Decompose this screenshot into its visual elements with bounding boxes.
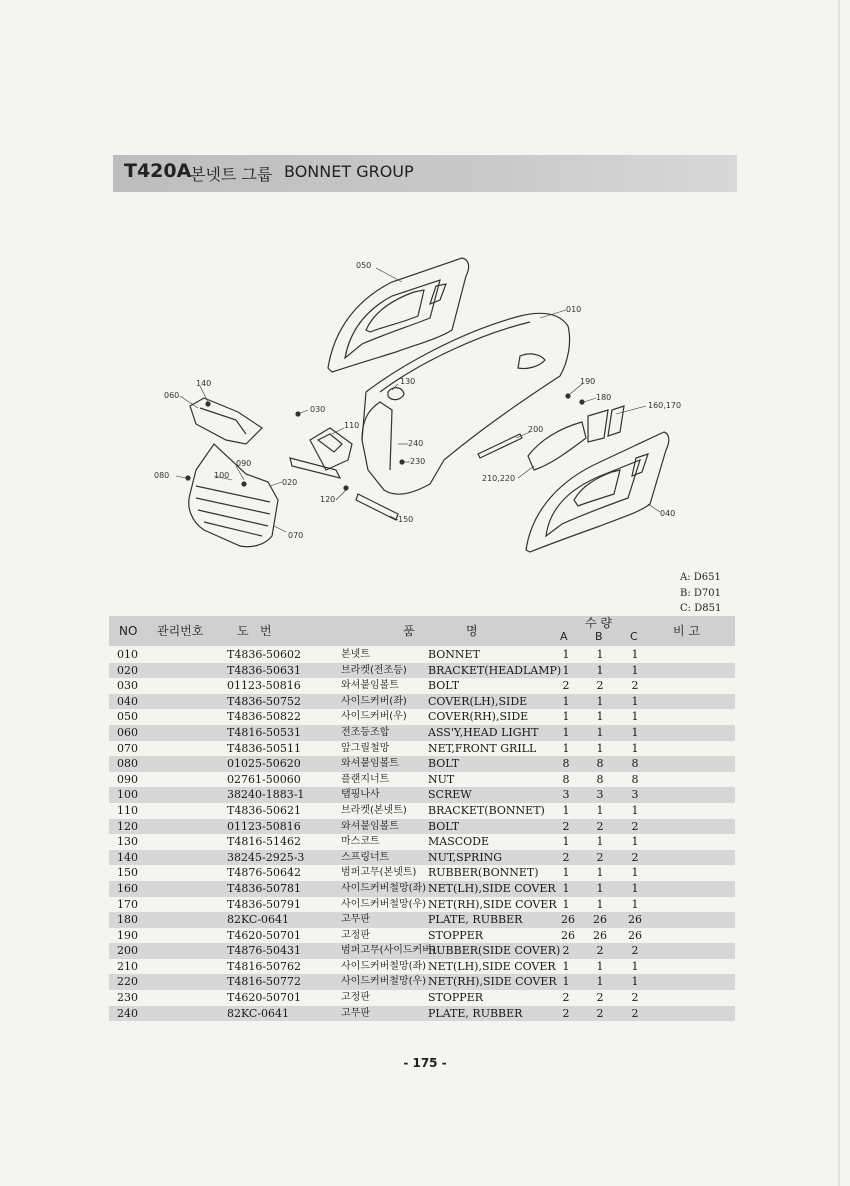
callout-020: 020 [282,478,298,487]
table-row: 020 T4836-50631 브라켓(전조등) BRACKET(HEADLAMP) 1 1 1 [109,663,735,679]
table-row: 040 T4836-50752 사이드커버(좌) COVER(LH),SIDE 1 1 1 [109,694,735,710]
front-grill-drawing [189,444,278,547]
callout-090: 090 [236,459,252,468]
headlight-drawing [190,398,262,444]
table-row: 070 T4836-50511 앞그릴철망 NET,FRONT GRILL 1 1 1 [117,741,639,755]
header-qty: 수 량 [585,616,612,630]
page-number: - 175 - [403,1056,447,1070]
callout-070: 070 [288,531,304,540]
table-row: 150 T4876-50642 범퍼고무(본넷트) RUBBER(BONNET) 1 1 1 [117,866,639,880]
header-name-left: 품 [403,624,415,638]
callout-120: 120 [320,495,336,504]
section-code: T420A [124,160,192,182]
table-row: 030 01123-50816 와셔붙임볼트 BOLT 2 2 2 [117,679,639,693]
section-title-korean: 본넷트 그룹 [190,165,273,184]
fasteners-drawing [186,394,584,490]
callout-060: 060 [164,391,180,400]
callout-100: 100 [214,471,230,480]
table-row: 190 T4620-50701 고정판 STOPPER 26 26 26 [117,928,642,942]
callout-150: 150 [398,515,414,524]
bonnet-drawing [362,313,570,494]
table-row: 110 T4836-50621 브라켓(본넷트) BRACKET(BONNET) 1 1 1 [117,803,639,817]
header-mgmt-no: 관리번호 [157,624,204,638]
table-row: 050 T4836-50822 사이드커버(우) COVER(RH),SIDE 1 1 1 [117,710,639,724]
side-rubber-drawing [478,434,522,458]
table-row: 210 T4816-50762 사이드커버철망(좌) NET(LH),SIDE COVER 1 1 1 [117,959,639,973]
callout-180: 180 [596,393,612,402]
callout-200: 200 [528,425,544,434]
callout-080: 080 [154,471,170,480]
table-row: 180 82KC-0641 고무판 PLATE, RUBBER 26 26 26 [109,912,735,928]
side-cover-lh-drawing [526,432,669,552]
model-legend [680,570,721,617]
header-drawing-no: 도 번 [237,624,272,638]
parts-table [109,647,735,1021]
table-row: 140 38245-2925-3 스프링너트 NUT,SPRING 2 2 2 [109,850,735,866]
table-row: 130 T4816-51462 마스코트 MASCODE 1 1 1 [117,835,639,849]
table-row: 060 T4816-50531 전조등조합 ASS'Y,HEAD LIGHT 1 1 1 [109,725,735,741]
table-row: 120 01123-50816 와셔붙임볼트 BOLT 2 2 2 [109,819,735,835]
bumper-rubber-drawing [356,494,398,520]
table-row: 200 T4876-50431 범퍼고무(사이드커버) RUBBER(SIDE COVER) 2 2 2 [109,943,735,959]
table-row: 240 82KC-0641 고무판 PLATE, RUBBER 2 2 2 [109,1006,735,1022]
table-row: 220 T4816-50772 사이드커버철망(우) NET(RH),SIDE COVER 1 1 1 [109,974,735,990]
model-c: C: D851 [680,603,722,614]
header-name-right: 명 [466,624,478,638]
callout-050: 050 [356,261,372,270]
table-row: 010 T4836-50602 본넷트 BONNET 1 1 1 [117,648,639,661]
side-cover-rh-drawing [328,258,469,372]
bonnet-bracket-drawing [310,428,352,470]
table-row: 090 02761-50060 플랜지너트 NUT 8 8 8 [117,772,639,786]
callout-160-170: 160,170 [648,401,682,410]
callout-240: 240 [408,439,424,448]
table-row: 160 T4836-50781 사이드커버철망(좌) NET(LH),SIDE COVER 1 1 1 [109,881,735,897]
callout-130: 130 [400,377,416,386]
model-b: B: D701 [680,587,722,599]
table-header [109,616,735,646]
table-row: 170 T4836-50791 사이드커버철망(우) NET(RH),SIDE COVER 1 1 1 [117,897,639,911]
callout-030: 030 [310,405,326,414]
table-row: 080 01025-50620 와셔붙임볼트 BOLT 8 8 8 [109,756,735,772]
callout-010: 010 [566,305,582,314]
side-cover-net-drawing [528,406,624,470]
model-a: A: D651 [680,572,721,583]
header-qty-c: C [630,630,638,643]
header-remark: 비 고 [673,624,700,638]
callout-210-220: 210,220 [482,474,516,483]
leader-lines [176,268,660,532]
section-title-english: BONNET GROUP [284,162,414,181]
header-no: NO [119,624,138,638]
header-qty-b: B [595,630,603,643]
callout-110: 110 [344,421,360,430]
callout-040: 040 [660,509,676,518]
table-row: 230 T4620-50701 고정판 STOPPER 2 2 2 [117,991,639,1005]
callout-230: 230 [410,457,426,466]
headlamp-bracket-drawing [290,458,340,478]
callout-190: 190 [580,377,596,386]
callout-140: 140 [196,379,212,388]
table-row: 100 38240-1883-1 탭핑나사 SCREW 3 3 3 [109,787,735,803]
header-qty-a: A [560,630,568,643]
